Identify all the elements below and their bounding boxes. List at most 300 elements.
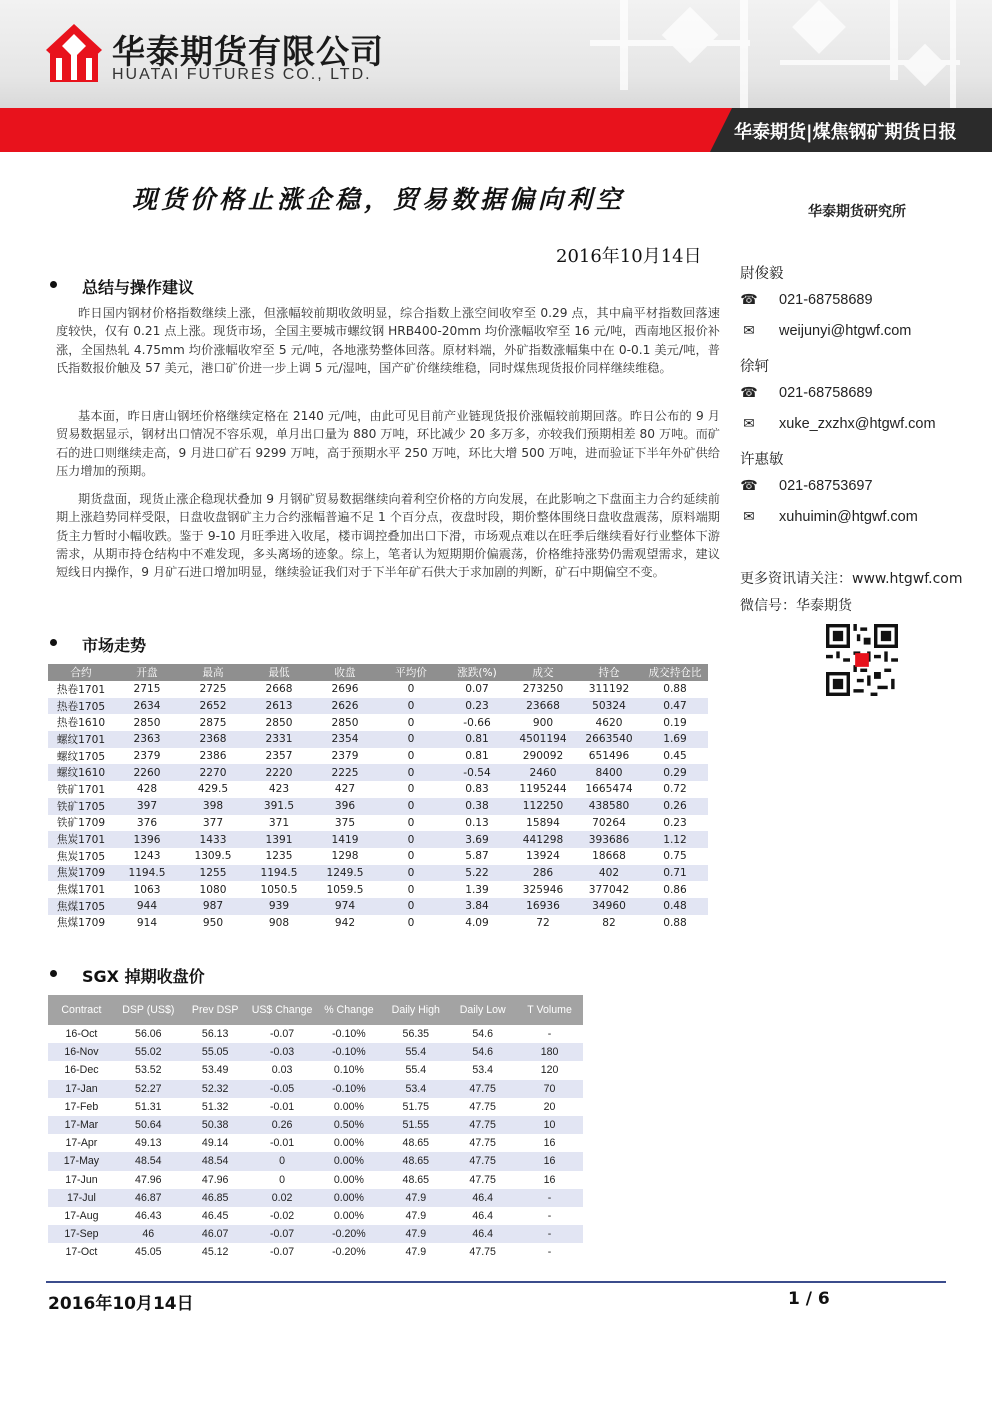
table-cell: 0.47 <box>642 698 708 715</box>
footer-date: 2016年10月14日 <box>48 1294 194 1314</box>
table-cell: 2363 <box>114 731 180 748</box>
table-cell: 325946 <box>522 883 564 896</box>
table-cell: 3.84 <box>444 898 510 915</box>
table-cell: 1243 <box>133 850 161 863</box>
table-cell: 2652 <box>180 698 246 715</box>
table-cell: 16 <box>543 1137 556 1150</box>
table-cell: 0 <box>249 1152 316 1170</box>
table-cell: 47.75 <box>449 1152 516 1170</box>
table-cell: 377 <box>202 816 224 829</box>
table-cell: 铁矿1709 <box>56 817 106 830</box>
table-cell: 950 <box>202 916 224 929</box>
table-row <box>48 1171 583 1189</box>
table-cell: 0.45 <box>663 750 687 763</box>
table-cell: 398 <box>180 798 246 815</box>
table-cell: 5.87 <box>465 850 489 863</box>
more-info-link[interactable]: 更多资讯请关注：www.htgwf.com <box>740 571 963 587</box>
table-cell: 49.14 <box>201 1137 229 1150</box>
table-cell: 1059.5 <box>326 883 364 896</box>
table-cell: 47.9 <box>382 1189 449 1207</box>
table-cell: 2668 <box>265 683 293 696</box>
table-cell: 47.75 <box>469 1100 496 1113</box>
table-cell: 2260 <box>114 764 180 781</box>
table-row <box>48 881 708 898</box>
section-bullet <box>50 970 57 977</box>
table-cell: 17-Mar <box>48 1116 115 1134</box>
table-cell: -0.01 <box>269 1100 295 1113</box>
market-title: 市场走势 <box>82 636 147 655</box>
table-cell: -0.20% <box>332 1246 366 1259</box>
institute-name: 华泰期货研究所 <box>808 204 906 220</box>
table-cell: -0.02 <box>269 1209 295 1222</box>
table-cell: - <box>547 1028 552 1041</box>
table-cell: 23668 <box>510 698 576 715</box>
table-cell: 55.4 <box>382 1043 449 1061</box>
table-cell: 2270 <box>180 764 246 781</box>
table-cell: 焦煤1705 <box>48 898 114 915</box>
table-cell: 0.00% <box>333 1173 364 1186</box>
table-cell: 47.75 <box>469 1137 496 1150</box>
table-cell: 49.13 <box>135 1137 162 1150</box>
table-cell: 46.4 <box>472 1209 493 1222</box>
table-cell: - <box>547 1246 552 1259</box>
table-cell: 0.88 <box>663 916 687 929</box>
table-cell: 0.10% <box>333 1064 364 1077</box>
sgx-table <box>48 995 583 1261</box>
column-header: Prev DSP <box>182 995 249 1025</box>
table-cell: 0.81 <box>444 731 510 748</box>
table-cell: 2850 <box>331 716 359 729</box>
table-cell: 1.69 <box>642 731 708 748</box>
table-cell: 402 <box>576 865 642 882</box>
table-cell: 0.88 <box>663 683 687 696</box>
table-cell: 0 <box>407 850 415 863</box>
table-cell: -0.20% <box>316 1225 383 1243</box>
table-row <box>48 764 708 781</box>
table-cell: 46.45 <box>201 1209 229 1222</box>
column-header: 最低 <box>246 664 312 681</box>
table-cell: -0.01 <box>269 1137 295 1150</box>
table-cell: 0.00% <box>316 1189 383 1207</box>
column-header: T Volume <box>516 995 583 1025</box>
table-cell: 397 <box>114 798 180 815</box>
table-row <box>48 1225 583 1243</box>
table-cell: 273250 <box>522 683 564 696</box>
table-cell: 53.49 <box>201 1064 229 1077</box>
table-cell: 47.9 <box>382 1225 449 1243</box>
table-cell: 46 <box>115 1225 182 1243</box>
table-cell: 0.03 <box>271 1064 293 1077</box>
table-row <box>48 1134 583 1152</box>
table-cell: 46.87 <box>115 1189 182 1207</box>
table-cell: 4.09 <box>465 916 489 929</box>
table-cell: 2613 <box>246 698 312 715</box>
table-cell: 0.29 <box>642 764 708 781</box>
table-cell: 47.75 <box>469 1246 496 1259</box>
table-cell: -0.10% <box>316 1043 383 1061</box>
table-cell: 18668 <box>592 850 626 863</box>
table-cell: 1419 <box>312 831 378 848</box>
table-cell: 2696 <box>331 683 359 696</box>
analyst-name: 徐轲 <box>740 359 769 375</box>
table-cell: 375 <box>334 816 356 829</box>
column-header: Daily High <box>382 995 449 1025</box>
table-cell: 51.75 <box>402 1100 430 1113</box>
qr-code-icon <box>826 624 898 696</box>
table-cell: 0 <box>407 816 415 829</box>
analyst-phone: 021-68758689 <box>779 385 873 401</box>
table-cell: 54.6 <box>449 1043 516 1061</box>
table-cell: 焦煤1701 <box>56 884 106 897</box>
column-header: US$ Change <box>249 995 316 1025</box>
table-cell: 17-Apr <box>65 1137 98 1150</box>
table-cell: 8400 <box>576 764 642 781</box>
table-cell: 55.4 <box>405 1064 427 1077</box>
column-header: 开盘 <box>114 664 180 681</box>
company-logo-icon <box>46 24 102 84</box>
table-row <box>48 1080 583 1098</box>
table-cell: -0.54 <box>444 764 510 781</box>
table-cell: 0 <box>407 916 415 929</box>
table-cell: 53.52 <box>135 1064 162 1077</box>
table-cell: 0 <box>378 865 444 882</box>
table-cell: 50.38 <box>182 1116 249 1134</box>
table-cell: 2875 <box>199 716 227 729</box>
table-cell: -0.07 <box>269 1246 295 1259</box>
table-cell: 438580 <box>576 798 642 815</box>
analyst-phone: 021-68753697 <box>779 478 873 494</box>
table-cell: - <box>547 1209 552 1222</box>
analyst-phone: 021-68758689 <box>779 292 873 308</box>
table-cell: 10 <box>516 1116 583 1134</box>
table-cell: 1391 <box>246 831 312 848</box>
table-cell: 51.32 <box>201 1100 229 1113</box>
table-cell: 54.6 <box>472 1028 493 1041</box>
table-cell: 46.4 <box>449 1225 516 1243</box>
table-cell: 0 <box>378 731 444 748</box>
table-row <box>48 1152 583 1170</box>
column-header: 成交持仓比 <box>642 664 708 681</box>
table-cell: 0.83 <box>465 783 489 796</box>
table-cell: 2386 <box>199 750 227 763</box>
table-row <box>48 1043 583 1061</box>
table-row <box>48 1061 583 1079</box>
table-cell: 热卷1610 <box>56 717 106 730</box>
table-cell: 45.05 <box>135 1246 162 1259</box>
table-row <box>48 831 708 848</box>
table-cell: 987 <box>180 898 246 915</box>
table-cell: 0 <box>378 831 444 848</box>
table-cell: 396 <box>312 798 378 815</box>
analyst-email[interactable]: xuke_zxzhx@htgwf.com <box>779 416 936 432</box>
column-header: DSP (US$) <box>115 995 182 1025</box>
table-cell: 15894 <box>526 816 560 829</box>
table-cell: 焦炭1701 <box>48 831 114 848</box>
table-cell: 974 <box>312 898 378 915</box>
table-cell: 428 <box>136 783 158 796</box>
table-cell: 0 <box>407 683 415 696</box>
table-cell: 螺纹1705 <box>56 750 106 763</box>
table-row <box>48 1207 583 1225</box>
table-cell: 47.9 <box>405 1246 427 1259</box>
table-cell: 55.02 <box>115 1043 182 1061</box>
summary-paragraph-2: 基本面，昨日唐山钢坯价格继续定格在 2140 元/吨，由此可见目前产业链现货报价涨幅较前期回落。昨日公布的 9 月贸易数据显示，钢材出口情况不容乐观，单月出口量为 880 万吨，环比减少 20 多万多，亦较我们预期相差 80 万吨。而矿石的进口则继续走高，9 月进口矿石 9299 万吨，高于预期水平 250 万吨，环比大增 500 万吨，进而验证下半年外矿供给压力增加的预期。 <box>56 409 720 478</box>
table-cell: 1396 <box>114 831 180 848</box>
table-cell: 1255 <box>180 865 246 882</box>
table-cell: 0.00% <box>333 1209 364 1222</box>
market-table <box>48 664 708 931</box>
table-cell: 17-May <box>48 1152 115 1170</box>
table-cell: 16 <box>543 1173 556 1186</box>
table-cell: 45.12 <box>201 1246 229 1259</box>
table-cell: 290092 <box>522 750 564 763</box>
table-cell: 1.39 <box>465 883 489 896</box>
column-header: 成交 <box>510 664 576 681</box>
table-cell: 0 <box>279 1173 286 1186</box>
table-cell: 70264 <box>592 816 626 829</box>
table-cell: 0.23 <box>663 816 687 829</box>
table-cell: 52.32 <box>182 1080 249 1098</box>
table-row <box>48 681 708 698</box>
report-name: 华泰期货|煤焦钢矿期货日报 <box>734 122 957 143</box>
table-cell: 13924 <box>526 850 560 863</box>
report-headline: 现货价格止涨企稳，贸易数据偏向利空 <box>132 185 626 214</box>
table-cell: 0.00% <box>333 1137 364 1150</box>
table-row <box>48 798 708 815</box>
table-cell: 1194.5 <box>114 865 180 882</box>
table-cell: 47.75 <box>449 1116 516 1134</box>
table-cell: 82 <box>602 916 616 929</box>
table-cell: 16-Oct <box>65 1028 98 1041</box>
table-row <box>48 1098 583 1116</box>
table-cell: -0.07 <box>269 1028 295 1041</box>
table-cell: 53.4 <box>382 1080 449 1098</box>
table-cell: 56.06 <box>135 1028 162 1041</box>
table-cell: 1665474 <box>585 783 633 796</box>
table-cell: 1235 <box>265 850 293 863</box>
footer-divider <box>46 1281 946 1283</box>
table-row <box>48 898 708 915</box>
table-row <box>48 1243 583 1261</box>
table-row <box>48 865 708 882</box>
table-cell: 55.05 <box>182 1043 249 1061</box>
table-cell: 4620 <box>595 716 623 729</box>
table-cell: 47.9 <box>405 1209 427 1222</box>
phone-icon: ☎ <box>740 385 758 401</box>
table-cell: - <box>516 1225 583 1243</box>
table-cell: 焦炭1709 <box>48 865 114 882</box>
table-cell: 0.75 <box>663 850 687 863</box>
table-cell: 16 <box>516 1152 583 1170</box>
table-cell: 48.65 <box>402 1137 430 1150</box>
table-cell: -0.66 <box>463 716 491 729</box>
table-cell: 16-Nov <box>48 1043 115 1061</box>
table-row <box>48 848 708 865</box>
analyst-email[interactable]: weijunyi@htgwf.com <box>779 323 912 339</box>
table-cell: 423 <box>268 783 290 796</box>
table-cell: 17-Jun <box>65 1173 98 1186</box>
table-cell: 17-Oct <box>65 1246 98 1259</box>
table-cell: 52.27 <box>115 1080 182 1098</box>
table-cell: 0.00% <box>333 1100 364 1113</box>
table-cell: 429.5 <box>197 783 229 796</box>
table-cell: 441298 <box>510 831 576 848</box>
table-cell: 0.48 <box>642 898 708 915</box>
table-cell: 0.72 <box>663 783 687 796</box>
table-cell: 393686 <box>576 831 642 848</box>
table-cell: 651496 <box>588 750 630 763</box>
table-cell: 2331 <box>246 731 312 748</box>
table-cell: 2663540 <box>576 731 642 748</box>
summary-title: 总结与操作建议 <box>82 278 195 297</box>
table-cell: -0.10% <box>316 1080 383 1098</box>
table-row <box>48 748 708 765</box>
table-cell: 939 <box>246 898 312 915</box>
table-cell: 0.38 <box>444 798 510 815</box>
table-cell: 2354 <box>312 731 378 748</box>
table-cell: 120 <box>540 1064 559 1077</box>
table-cell: 20 <box>543 1100 556 1113</box>
table-cell: 377042 <box>588 883 630 896</box>
table-cell: 0 <box>378 898 444 915</box>
table-cell: 0.50% <box>316 1116 383 1134</box>
table-row <box>48 915 708 932</box>
table-cell: 0.07 <box>465 683 489 696</box>
table-row <box>48 1189 583 1207</box>
table-cell: 2626 <box>312 698 378 715</box>
table-cell: 5.22 <box>444 865 510 882</box>
table-cell: 0 <box>407 716 415 729</box>
analyst-name: 尉俊毅 <box>740 266 784 282</box>
table-cell: 0.19 <box>663 716 687 729</box>
table-cell: 112250 <box>510 798 576 815</box>
table-cell: 0 <box>407 783 415 796</box>
table-cell: 17-Jan <box>48 1080 115 1098</box>
table-cell: 铁矿1705 <box>48 798 114 815</box>
table-cell: 16936 <box>510 898 576 915</box>
table-cell: 48.54 <box>115 1152 182 1170</box>
email-icon: ✉ <box>743 323 755 339</box>
table-cell: 17-Sep <box>48 1225 115 1243</box>
table-cell: 48.65 <box>382 1152 449 1170</box>
table-cell: 1249.5 <box>312 865 378 882</box>
table-cell: 0.26 <box>642 798 708 815</box>
email-icon: ✉ <box>743 509 755 525</box>
column-header: 涨跌(%) <box>444 664 510 681</box>
table-row <box>48 698 708 715</box>
table-cell: 1050.5 <box>260 883 298 896</box>
table-cell: 53.4 <box>472 1064 493 1077</box>
company-name-cn: 华泰期货有限公司 <box>112 32 384 71</box>
table-cell: 0 <box>378 798 444 815</box>
table-cell: 2850 <box>265 716 293 729</box>
table-cell: 47.96 <box>135 1173 162 1186</box>
table-cell: 铁矿1701 <box>56 783 106 796</box>
table-cell: 4501194 <box>510 731 576 748</box>
table-cell: 50.64 <box>115 1116 182 1134</box>
section-bullet <box>50 639 57 646</box>
table-cell: 908 <box>268 916 290 929</box>
table-cell: 2715 <box>133 683 161 696</box>
table-cell: 热卷1705 <box>48 698 114 715</box>
analyst-email[interactable]: xuhuimin@htgwf.com <box>779 509 918 525</box>
table-cell: 2379 <box>331 750 359 763</box>
table-cell: 46.85 <box>182 1189 249 1207</box>
table-cell: 1433 <box>180 831 246 848</box>
table-cell: 2357 <box>265 750 293 763</box>
column-header: 最高 <box>180 664 246 681</box>
table-cell: 70 <box>516 1080 583 1098</box>
table-cell: 34960 <box>576 898 642 915</box>
column-header: 平均价 <box>378 664 444 681</box>
column-header: 合约 <box>48 664 114 681</box>
table-cell: - <box>516 1189 583 1207</box>
table-cell: 2725 <box>199 683 227 696</box>
table-cell: 3.69 <box>444 831 510 848</box>
table-cell: 1309.5 <box>194 850 232 863</box>
column-header: 收盘 <box>312 664 378 681</box>
wechat-id: 微信号：华泰期货 <box>740 598 852 614</box>
table-cell: 0.13 <box>465 816 489 829</box>
table-header-row <box>48 664 708 681</box>
table-cell: 1298 <box>331 850 359 863</box>
sgx-title: SGX 掉期收盘价 <box>82 967 205 986</box>
table-header-row <box>48 995 583 1025</box>
table-cell: 56.35 <box>402 1028 430 1041</box>
table-cell: 0 <box>407 883 415 896</box>
table-cell: 51.55 <box>382 1116 449 1134</box>
column-header: 持仓 <box>576 664 642 681</box>
table-cell: 46.07 <box>182 1225 249 1243</box>
table-cell: 1.12 <box>642 831 708 848</box>
table-row <box>48 1025 583 1043</box>
table-row <box>48 731 708 748</box>
table-cell: 48.65 <box>402 1173 430 1186</box>
table-cell: 0.00% <box>316 1152 383 1170</box>
column-header: % Change <box>316 995 383 1025</box>
column-header: Contract <box>48 995 115 1025</box>
table-cell: -0.05 <box>249 1080 316 1098</box>
table-cell: 48.54 <box>182 1152 249 1170</box>
table-cell: 371 <box>268 816 290 829</box>
table-cell: 2634 <box>114 698 180 715</box>
table-cell: 50324 <box>576 698 642 715</box>
table-row <box>48 815 708 832</box>
table-cell: 17-Jul <box>48 1189 115 1207</box>
summary-paragraph-3: 期货盘面，现货止涨企稳现状叠加 9 月钢矿贸易数据继续向着利空价格的方向发展，在此影响之下盘面主力合约延续前期上涨趋势同样受限，日盘收盘钢矿主力合约涨幅普遍不足 1 个百分点，夜盘时段，期价整体围绕日盘收盘震荡，原料端期货主力暂时小幅收跌。鉴于 9-10 月旺季进入收尾，楼市调控叠加出口下滑，市场观点难以在旺季后继续看好行业整体下游需求，从期市持仓结构中不难发现，多头离场的迹象。综上，笔者认为短期期价偏震荡，价格维持涨势仍需观望需求，建议短线日内操作，9 月矿石进口增加明显，继续验证我们对于下半年矿石供大于求加剧的判断，矿石中期偏空不变。 <box>56 492 720 580</box>
table-cell: -0.03 <box>249 1043 316 1061</box>
report-date: 2016年10月14日 <box>556 246 702 267</box>
table-cell: 47.75 <box>449 1080 516 1098</box>
column-header: Daily Low <box>449 995 516 1025</box>
table-cell: 0.71 <box>642 865 708 882</box>
table-row <box>48 781 708 798</box>
table-cell: 1195244 <box>519 783 567 796</box>
email-icon: ✉ <box>743 416 755 432</box>
table-cell: 427 <box>334 783 356 796</box>
table-cell: 17-Feb <box>64 1100 99 1113</box>
table-cell: 17-Aug <box>64 1209 99 1222</box>
table-cell: 46.43 <box>135 1209 162 1222</box>
table-cell: 热卷1701 <box>56 683 106 696</box>
table-cell: 2368 <box>180 731 246 748</box>
header-decoration <box>590 0 992 108</box>
phone-icon: ☎ <box>740 478 758 494</box>
table-cell: 942 <box>334 916 356 929</box>
table-cell: 900 <box>532 716 554 729</box>
table-cell: 0 <box>407 750 415 763</box>
table-cell: 51.31 <box>135 1100 162 1113</box>
